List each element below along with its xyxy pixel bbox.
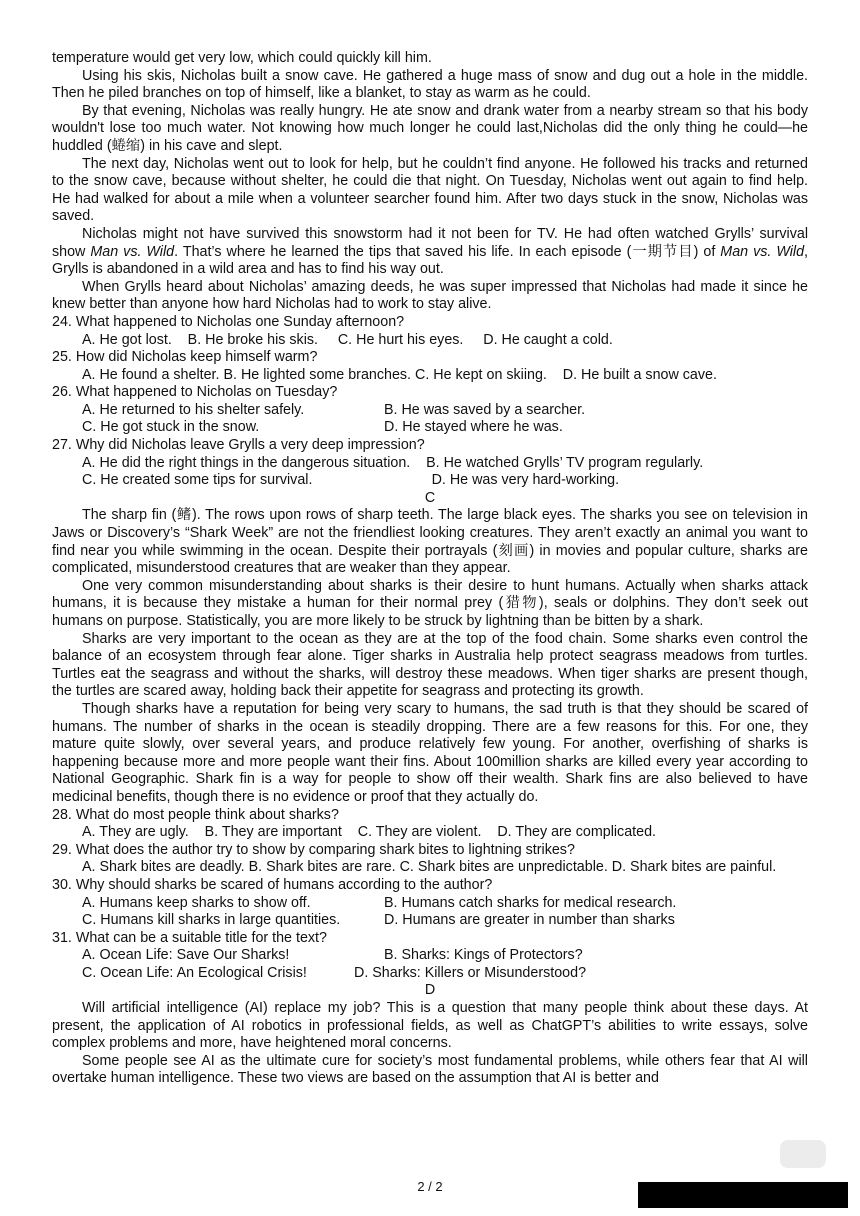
show-title: Man vs. Wild bbox=[90, 243, 175, 260]
question-stem: 26. What happened to Nicholas on Tuesday? bbox=[52, 384, 338, 401]
question-options: A. He got lost. B. He broke his skis. C. He hurt his eyes. D. He caught a cold. bbox=[82, 331, 613, 348]
page-number: 2 / 2 bbox=[417, 1179, 443, 1194]
option: C. Ocean Life: An Ecological Crisis! bbox=[82, 964, 307, 981]
option: B. He was saved by a searcher. bbox=[384, 401, 586, 418]
options-row bbox=[52, 912, 808, 930]
option: D. Sharks: Killers or Misunderstood? bbox=[354, 964, 587, 981]
text: Nicholas might not have survived this snowstorm had it not been for TV. He had often watched Grylls’ survival show bbox=[52, 225, 808, 260]
paragraph: The sharp fin (鳍). The rows upon rows of sharp teeth. The large black eyes. The sharks you see on television in Jaws or Discovery’s “Shark Week” are not the friendliest looking creatures. They aren’t exactly an animal you want to find near you while swimming in the ocean. Despite their portrayals (刻画) in movies and popular culture, sharks are complicated, misunderstood creatures that are weaker than they appear. bbox=[52, 507, 808, 577]
paragraph: Using his skis, Nicholas built a snow cave. He gathered a huge mass of snow and dug out a hole in the middle. Then he piled branches on top of himself, like a blanket, to stay as warm as he could. bbox=[52, 67, 808, 102]
option: D. He stayed where he was. bbox=[384, 419, 563, 436]
section-label: D bbox=[424, 982, 436, 999]
option: B. Sharks: Kings of Protectors? bbox=[384, 947, 583, 964]
paragraph: The next day, Nicholas went out to look for help, but he couldn’t find anyone. He followed his tracks and returned to the snow cave, because without shelter, he could die that night. On Tuesday, Nicholas went out again to find help. He had walked for about a mile when a volunteer searcher found him. After two days stuck in the snow, Nicholas was saved. bbox=[52, 155, 808, 225]
question-stem: 25. How did Nicholas keep himself warm? bbox=[52, 349, 318, 366]
option: A. Ocean Life: Save Our Sharks! bbox=[82, 947, 290, 964]
question-stem: 31. What can be a suitable title for the text? bbox=[52, 929, 327, 946]
option: A. Humans keep sharks to show off. bbox=[82, 894, 311, 911]
section-label: C bbox=[424, 489, 436, 506]
options-row bbox=[52, 402, 808, 420]
question-options: A. He found a shelter. B. He lighted some branches. C. He kept on skiing. D. He built a snow cave. bbox=[82, 366, 717, 383]
paragraph: When Grylls heard about Nicholas’ amazing deeds, he was super impressed that Nicholas had made it since he knew better than anyone how hard Nicholas had to work to stay alive. bbox=[52, 278, 808, 313]
question-stem: 29. What does the author try to show by comparing shark bites to lightning strikes? bbox=[52, 841, 575, 858]
question-options: A. He did the right things in the dangerous situation. B. He watched Grylls’ TV program regularly. bbox=[82, 454, 704, 471]
options-row bbox=[52, 965, 808, 983]
paragraph: One very common misunderstanding about sharks is their desire to hunt humans. Actually when sharks attack humans, it is because they mistake a human for their normal prey (猎物), seals or dolphins. They don’t seek out humans on purpose. Statistically, you are more likely to be struck by lightning than be bitten by a shark. bbox=[52, 577, 808, 629]
question-options: A. Shark bites are deadly. B. Shark bites are rare. C. Shark bites are unpredictable. D. Shark bites are painful. bbox=[82, 859, 777, 876]
paragraph: temperature would get very low, which could quickly kill him. bbox=[52, 50, 432, 66]
question-options: A. They are ugly. B. They are important C. They are violent. D. They are complicated. bbox=[82, 824, 656, 841]
question-options: C. He created some tips for survival. D. He was very hard-working. bbox=[82, 472, 620, 489]
question-stem: 30. Why should sharks be scared of humans according to the author? bbox=[52, 876, 493, 893]
show-title: Man vs. Wild bbox=[720, 243, 805, 260]
paragraph-tv bbox=[52, 226, 808, 279]
option: A. He returned to his shelter safely. bbox=[82, 401, 305, 418]
paragraph: Sharks are very important to the ocean as they are at the top of the food chain. Some sharks even control the balance of an ecosystem through fear alone. Tiger sharks in Australia help protect seagrass meadows from turtles. Turtles eat the seagrass and without the sharks, will destroy these meadows. When tiger sharks are present though, the turtles are scared away, holding back their appetite for seagrass and protecting its growth. bbox=[52, 630, 808, 700]
question-stem: 24. What happened to Nicholas one Sunday afternoon? bbox=[52, 313, 405, 330]
option: D. Humans are greater in number than sharks bbox=[384, 912, 675, 929]
options-row bbox=[52, 895, 808, 913]
option: C. He got stuck in the snow. bbox=[82, 419, 260, 436]
paragraph: By that evening, Nicholas was really hungry. He ate snow and drank water from a nearby stream so that his body wouldn't lose too much water. Not knowing how much longer he could last,Nicholas did the only thing he could—he huddled (蜷缩) in his cave and slept. bbox=[52, 102, 808, 154]
redaction-bar bbox=[638, 1182, 848, 1208]
options-row bbox=[52, 947, 808, 965]
watermark-logo bbox=[780, 1140, 826, 1168]
options-row bbox=[52, 419, 808, 437]
question-stem: 27. Why did Nicholas leave Grylls a very deep impression? bbox=[52, 437, 425, 454]
question-stem: 28. What do most people think about sharks? bbox=[52, 806, 339, 823]
paragraph: Will artificial intelligence (AI) replace my job? This is a question that many people think about these days. At present, the application of AI robotics in professional fields, as well as ChatGPT’s abilities to write essays, solve complex problems and more, have heightened moral concerns. bbox=[52, 1000, 808, 1052]
text: , Grylls is abandoned in a wild area and has to find his way out. bbox=[52, 243, 809, 278]
option: C. Humans kill sharks in large quantities. bbox=[82, 912, 341, 929]
option: B. Humans catch sharks for medical research. bbox=[384, 894, 677, 911]
exam-page bbox=[52, 50, 808, 1088]
paragraph: Some people see AI as the ultimate cure for society’s most fundamental problems, while others fear that AI will overtake human intelligence. These two views are based on the assumption that AI is better and bbox=[52, 1052, 808, 1087]
paragraph: Though sharks have a reputation for being very scary to humans, the sad truth is that they should be scared of humans. The number of sharks in the ocean is steadily dropping. There are a few reasons for this. For one, they mature quite slowly, over several years, and produce relatively few young. For another, overfishing of sharks is happening because more and more people want their fins. About 100million sharks are killed every year according to National Geographic. Shark fin is a way for people to show off their wealth. Shark fins are also believed to have medicinal benefits, though there is no evidence or proof that they actually do. bbox=[52, 700, 808, 805]
text: . That’s where he learned the tips that saved his life. In each episode (一期节目) of bbox=[174, 243, 721, 260]
